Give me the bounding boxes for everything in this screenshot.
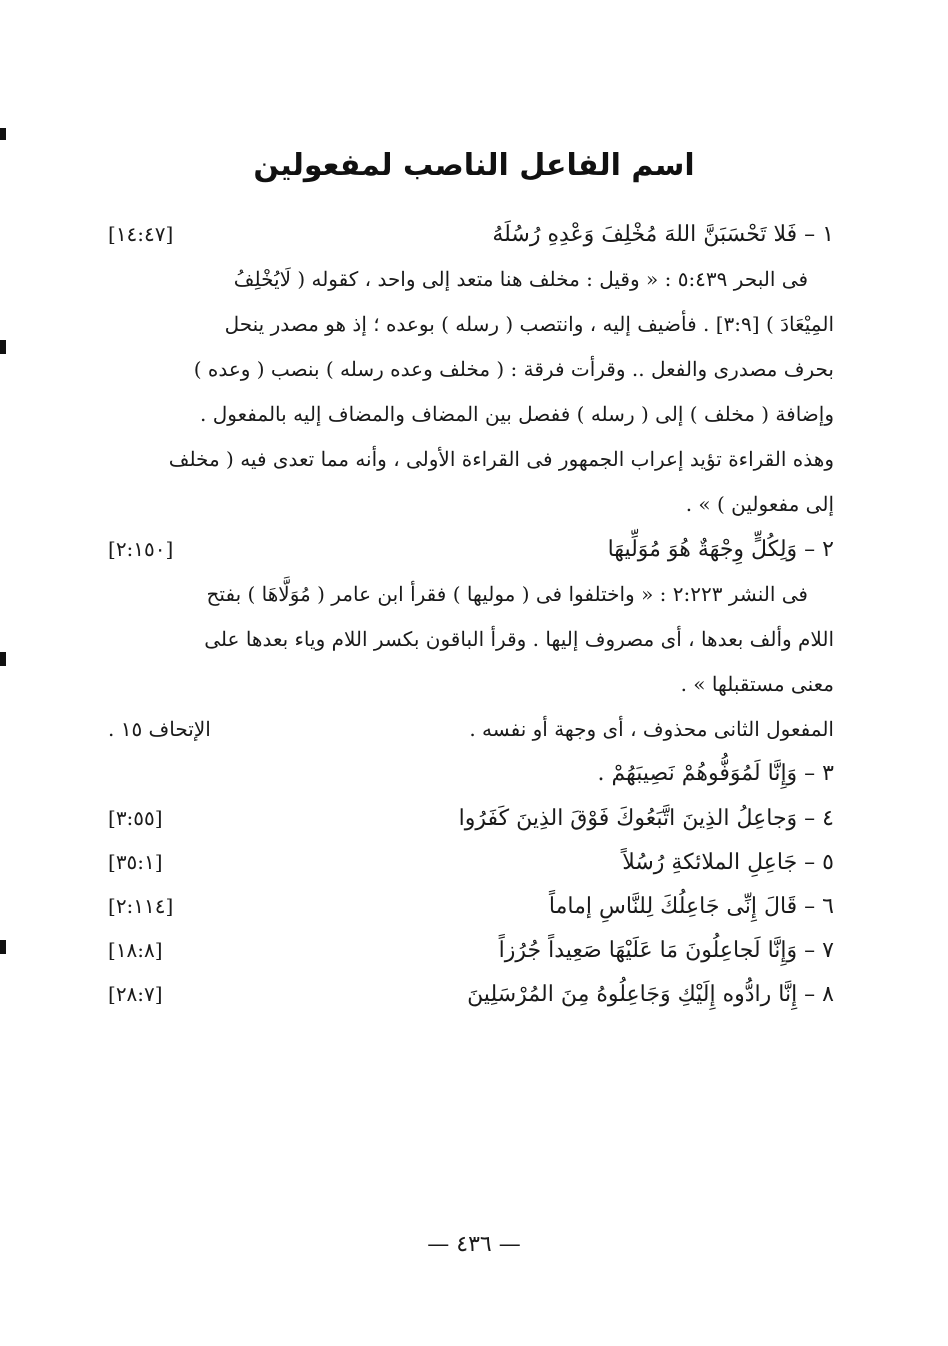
scan-edge-mark: [0, 340, 6, 354]
verse-line-1: [108, 212, 834, 257]
verse-text: ٣ – وَإِنَّا لَمُوَفُّوهُمْ نَصِيبَهُمْ .: [597, 761, 834, 786]
page-title: اسم الفاعل الناصب لمفعولين: [253, 148, 695, 183]
page-content: [108, 212, 834, 1016]
verse-text: ٨ – إِنَّا رادُّوه إِلَيْكِ وَجَاعِلُوهُ مِنَ المُرْسَلِينَ: [467, 982, 834, 1007]
paragraph-line: فى النشر ٢:٢٢٣ : « واختلفوا فى ( موليها ) فقرأ ابن عامر ( مُوَلَّاهَا ) بفتح: [206, 582, 808, 606]
scan-edge-mark: [0, 652, 6, 666]
verse-line-2: [108, 527, 834, 572]
verse-reference: [١٨:٨]: [108, 938, 163, 962]
verse-line-7: [108, 928, 834, 972]
paragraph-line: إلى مفعولين ) » .: [685, 492, 834, 516]
scan-edge-mark: [0, 128, 6, 140]
verse-text: ١ – فَلا تَحْسَبَنَّ اللهَ مُخْلِفَ وَعْدِهِ رُسُلَهُ: [492, 222, 834, 247]
note-source: الإتحاف ١٥ .: [108, 717, 211, 741]
verse-reference: [٢:١١٤]: [108, 894, 174, 918]
note-line: [108, 707, 834, 752]
page-number: — ٤٣٦ —: [427, 1232, 521, 1257]
verse-line-4: [108, 796, 834, 840]
scan-edge-mark: [0, 940, 6, 954]
note-text: المفعول الثانى محذوف ، أى وجهة أو نفسه .: [469, 717, 834, 741]
paragraph-line: فى البحر ٥:٤٣٩ : « وقيل : مخلف هنا متعد إلى واحد ، كقوله ( لَايُخْلِفُ: [233, 267, 808, 291]
paragraph-line: معنى مستقبلها » .: [680, 672, 834, 696]
verse-text: ٢ – وَلِكُلٍّ وِجْهَةٌ هُوَ مُوَلِّيهَا: [607, 537, 834, 562]
verse-reference: [١٤:٤٧]: [108, 222, 174, 246]
commentary-paragraph-1: [108, 257, 834, 527]
commentary-paragraph-2: [108, 572, 834, 707]
verse-reference: [٣٥:١]: [108, 850, 163, 874]
verse-line-5: [108, 840, 834, 884]
verse-text: ٥ – جَاعِلِ الملائكةِ رُسُلاً: [622, 850, 834, 875]
verse-reference: [٢٨:٧]: [108, 982, 163, 1006]
verse-line-3: [108, 752, 834, 796]
verse-reference: [٣:٥٥]: [108, 806, 163, 830]
verse-line-8: [108, 972, 834, 1016]
paragraph-line: وهذه القراءة تؤيد إعراب الجمهور فى القراءة الأولى ، وأنه مما تعدى فيه ( مخلف: [168, 447, 834, 471]
verse-line-6: [108, 884, 834, 928]
verse-text: ٧ – وَإِنَّا لَجاعِلُونَ مَا عَلَيْهَا صَعِيداً جُرُزاً: [498, 938, 834, 963]
paragraph-line: وإضافة ( مخلف ) إلى ( رسله ) ففصل بين المضاف والمضاف إليه بالمفعول .: [200, 402, 834, 426]
paragraph-line: اللام وألف بعدها ، أى مصروف إليها . وقرأ الباقون بكسر اللام وياء بعدها على: [204, 627, 834, 651]
verse-reference: [٢:١٥٠]: [108, 537, 174, 561]
paragraph-line: المِيْعَادَ ) [٣:٩] . فأضيف إليه ، وانتصب ( رسله ) بوعده ؛ إذ هو مصدر ينحل: [224, 312, 834, 336]
verse-text: ٦ – قَالَ إِنِّى جَاعِلُكَ لِلنَّاسِ إماماً: [548, 894, 834, 919]
paragraph-line: بحرف مصدرى والفعل .. وقرأت فرقة : ( مخلف وعده رسله ) بنصب ( وعده ): [193, 357, 834, 381]
verse-text: ٤ – وَجاعِلُ الذِينَ اتَّبَعُوكَ فَوْقَ الذِينَ كَفَرُوا: [458, 806, 834, 831]
